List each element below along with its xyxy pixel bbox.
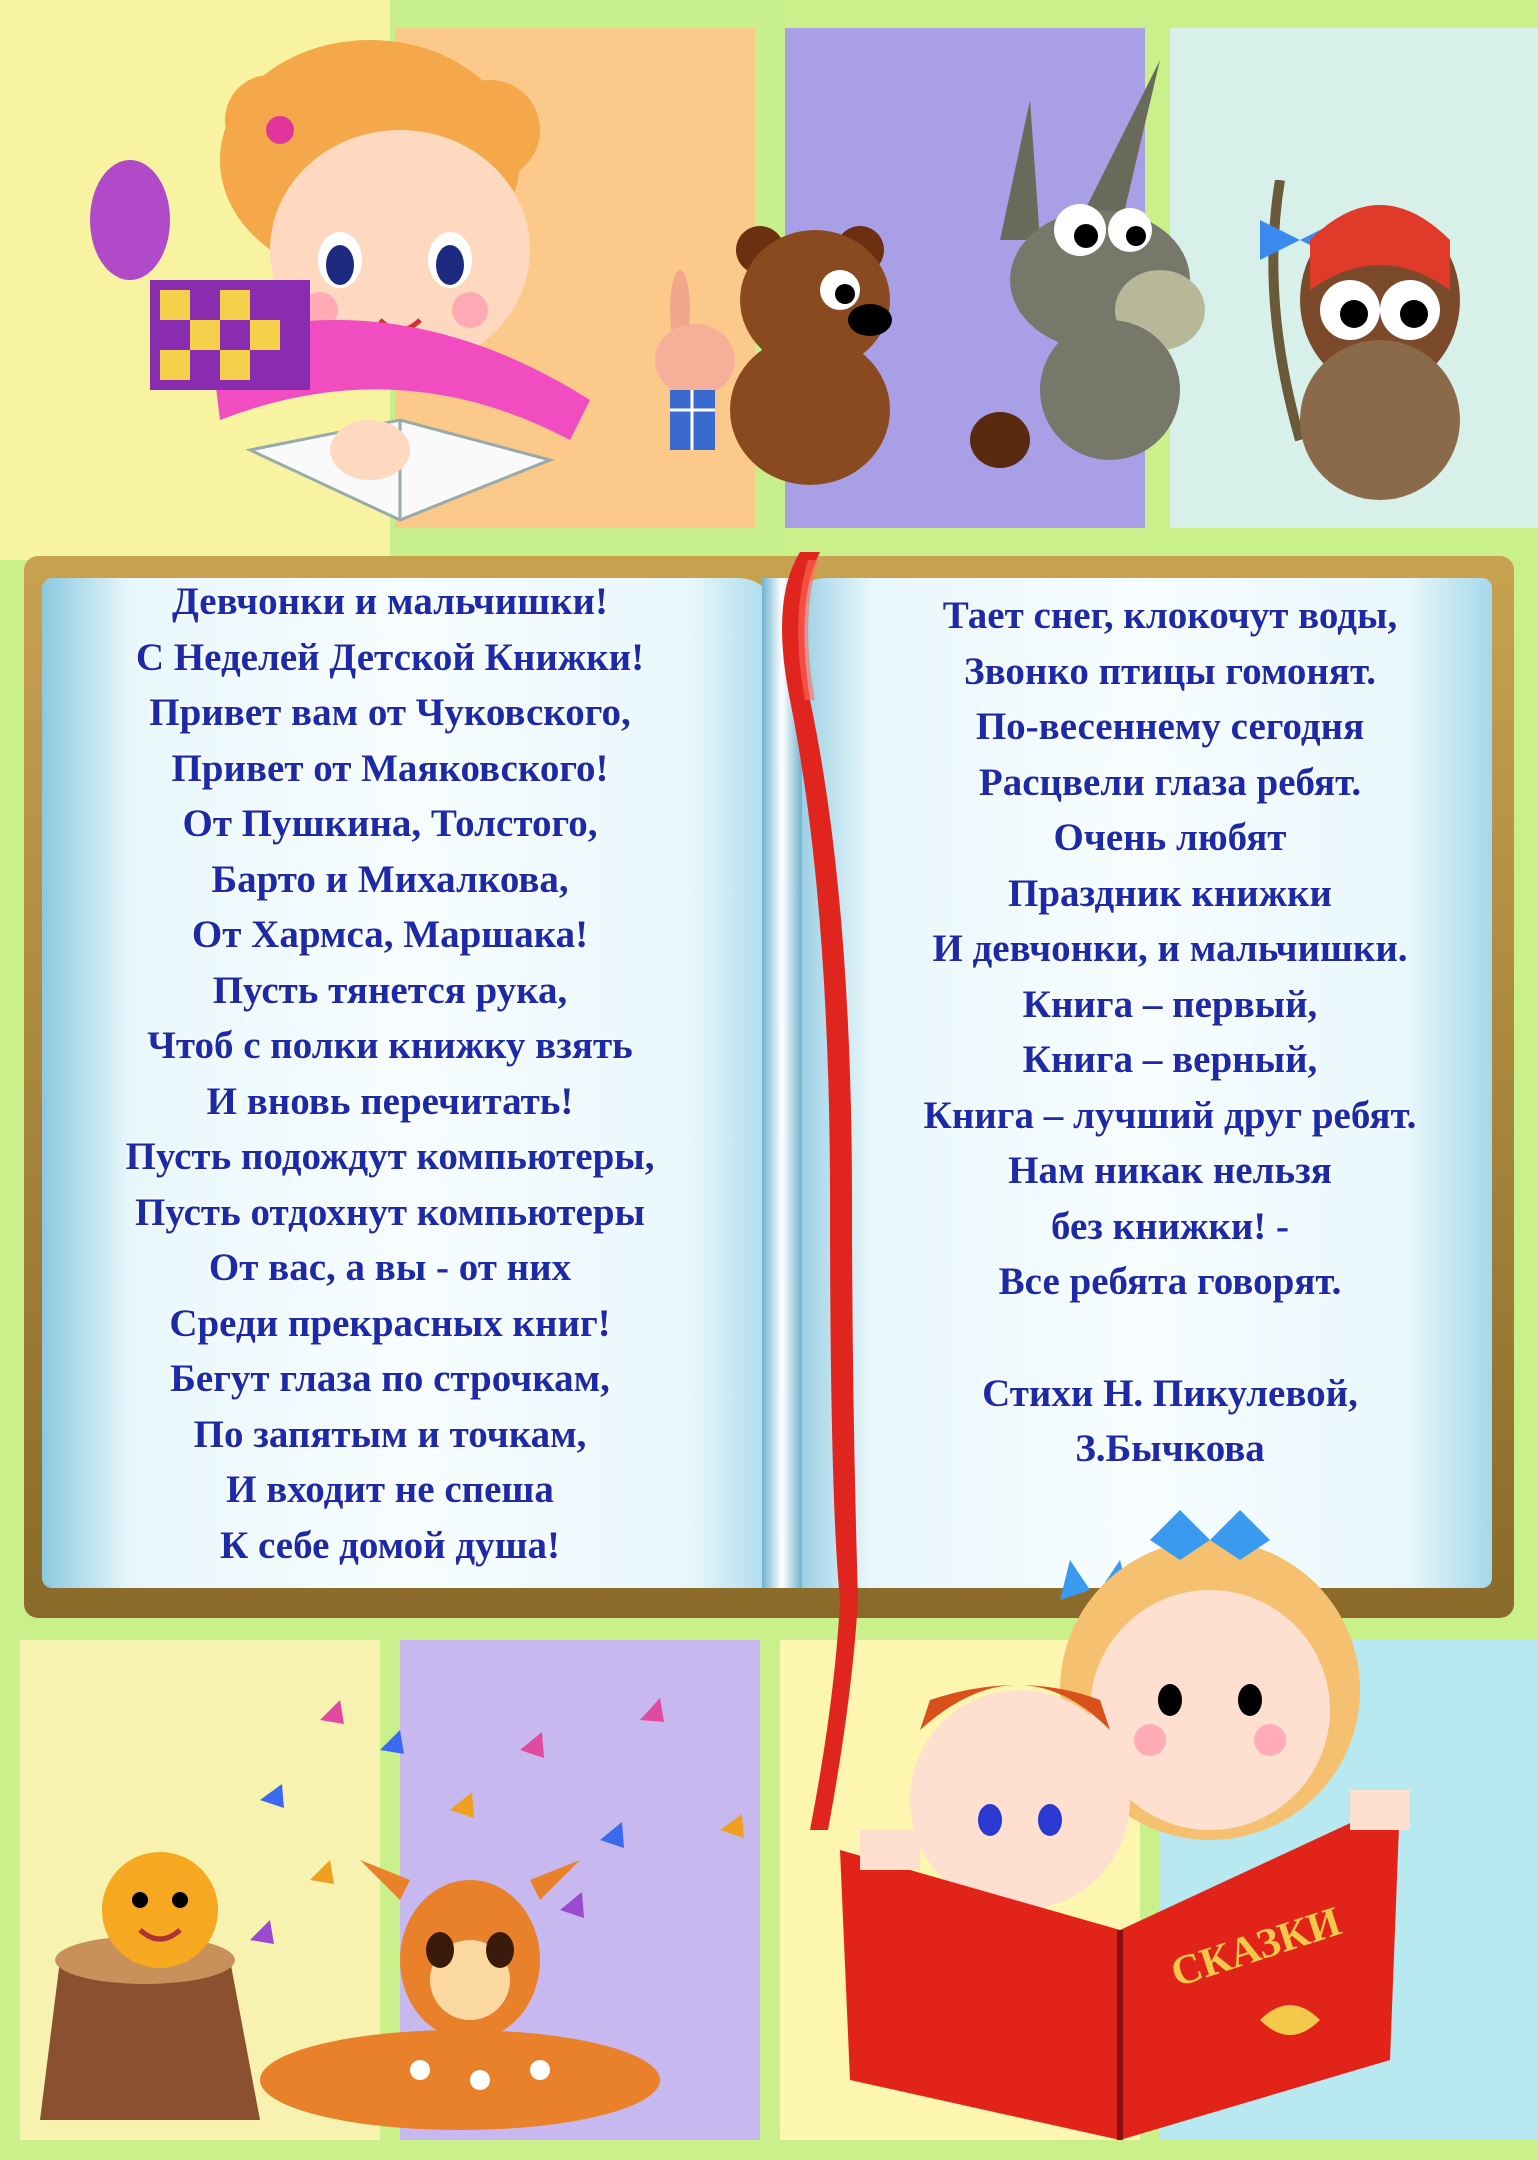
poem-line: По-весеннему сегодня [975,705,1365,748]
poem-line: Тает снег, клокочут воды, [942,594,1398,637]
poem-line: Девчонки и мальчишки! [171,580,609,623]
poem-line: Барто и Михалкова, [211,857,569,901]
poem-line: От Пушкина, Толстого, [182,802,598,845]
book-cover-title: СКАЗКИ [1165,1898,1347,1997]
poem-line: Расцвели глаза ребят. [978,760,1362,804]
poem-line: Книга – верный, [1022,1038,1318,1081]
poem-line: С Неделей Детской Книжки! [135,635,645,679]
poem-line: От вас, а вы - от них [208,1246,572,1289]
bambi-with-butterflies-illustration [220,1680,820,2140]
poem-author: З.Бычкова [1075,1427,1265,1470]
poem-line: Очень любят [1053,816,1287,859]
poem-line: И входит не спеша [226,1468,554,1511]
poem-line: Бегут глаза по строчкам, [170,1357,610,1400]
children-reading-book-illustration [820,1500,1520,2150]
poem-line: Среди прекрасных книг! [169,1301,611,1345]
poem-line: Праздник книжки [1007,871,1333,915]
poem-line: Привет от Маяковского! [171,746,609,790]
poem-line: По запятым и точкам, [193,1412,587,1456]
poem-line: Нам никак нельзя [1008,1149,1332,1192]
poem-line: Привет вам от Чуковского, [149,691,631,734]
poem-line: К себе домой душа! [219,1523,561,1567]
poem-line: Все ребята говорят. [998,1260,1342,1303]
poem-line: Книга – лучший друг ребят. [923,1093,1417,1137]
poem-line: Пусть отдохнут компьютеры [134,1190,645,1234]
poem-line: И девчонки, и мальчишки. [932,927,1408,970]
poem-line: Чтоб с полки книжку взять [147,1024,633,1067]
poem-line: Книга – первый, [1022,982,1318,1026]
poem-line: От Хармса, Маршака! [191,913,589,956]
poem-line: Пусть тянется рука, [212,968,568,1012]
poem-line: без книжки! - [1050,1204,1290,1248]
poem-line: И вновь перечитать! [206,1079,574,1123]
poem-line: Пусть подождут компьютеры, [125,1135,655,1178]
poem-author: Стихи Н. Пикулевой, [982,1371,1358,1415]
poem-line: Звонко птицы гомонят. [964,649,1376,693]
